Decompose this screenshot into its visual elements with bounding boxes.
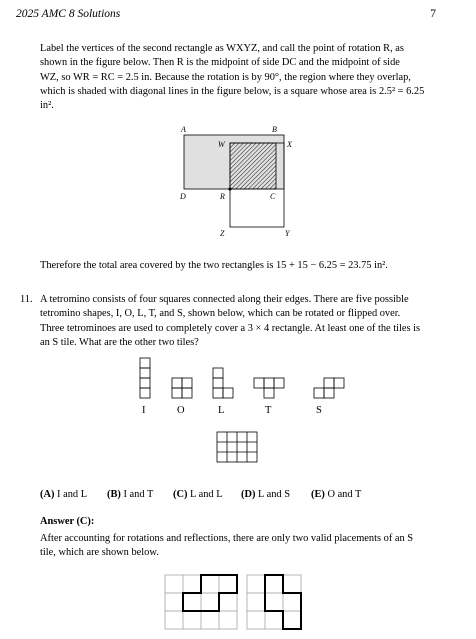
page-number: 7	[430, 8, 436, 20]
label-z: Z	[220, 229, 225, 238]
label-c: C	[270, 192, 276, 201]
label-b: B	[272, 125, 277, 134]
placement-1	[165, 575, 237, 629]
intro-line: WZ, so WR = RC = 2.5 in. Because the rotation is by 90°, the region where they overlap,	[40, 71, 411, 83]
label-d: D	[180, 192, 186, 201]
placement-2	[247, 575, 301, 629]
choice-d: (D) L and S	[241, 489, 290, 500]
choice-e: (E) O and T	[311, 489, 362, 500]
label-r: R	[220, 192, 225, 201]
label-x: X	[287, 140, 292, 149]
intro-line: in².	[40, 100, 54, 112]
choice-c: (C) L and L	[173, 489, 223, 500]
problem-line: tetromino shapes, I, O, L, T, and S, shown below, which can be rotated or flipped over.	[40, 308, 401, 320]
tetromino-label-s: S	[316, 405, 322, 416]
intro-line: which is shaded with diagonal lines in the figure below, is a square whose area is 2.5² = 6.25	[40, 85, 425, 97]
problem-line: A tetromino consists of four squares connected along their edges. There are five possible	[40, 294, 409, 305]
tetromino-label-i: I	[142, 405, 146, 416]
intro-line: Label the vertices of the second rectangle as WXYZ, and call the point of rotation R, as	[40, 43, 404, 54]
label-y: Y	[285, 229, 290, 238]
problem-line: Three tetrominoes are used to completely cover a 3 × 4 rectangle. At least one of the tiles is	[40, 322, 421, 334]
problem-line: an S tile. What are the other two tiles?	[40, 336, 199, 348]
total-area-line: Therefore the total area covered by the two rectangles is 15 + 15 − 6.25 = 23.75 in².	[40, 260, 388, 271]
choice-b: (B) I and T	[107, 489, 154, 500]
tetromino-label-t: T	[265, 405, 272, 416]
label-w: W	[218, 140, 225, 149]
choice-a: (A) I and L	[40, 489, 88, 500]
tetromino-label-o: O	[177, 405, 185, 416]
answer-line: After accounting for rotations and reflections, there are only two valid placements of an S	[40, 533, 414, 544]
tetromino-label-l: L	[218, 405, 225, 416]
intro-line: shown in the figure below. Then R is the midpoint of side DC and the midpoint of side	[40, 57, 400, 69]
problem-number: 11.	[20, 294, 33, 305]
answer-label: Answer (C):	[40, 516, 95, 527]
answer-line: tile, which are shown below.	[40, 547, 159, 559]
header-title: 2025 AMC 8 Solutions	[16, 8, 121, 20]
label-a: A	[181, 125, 186, 134]
